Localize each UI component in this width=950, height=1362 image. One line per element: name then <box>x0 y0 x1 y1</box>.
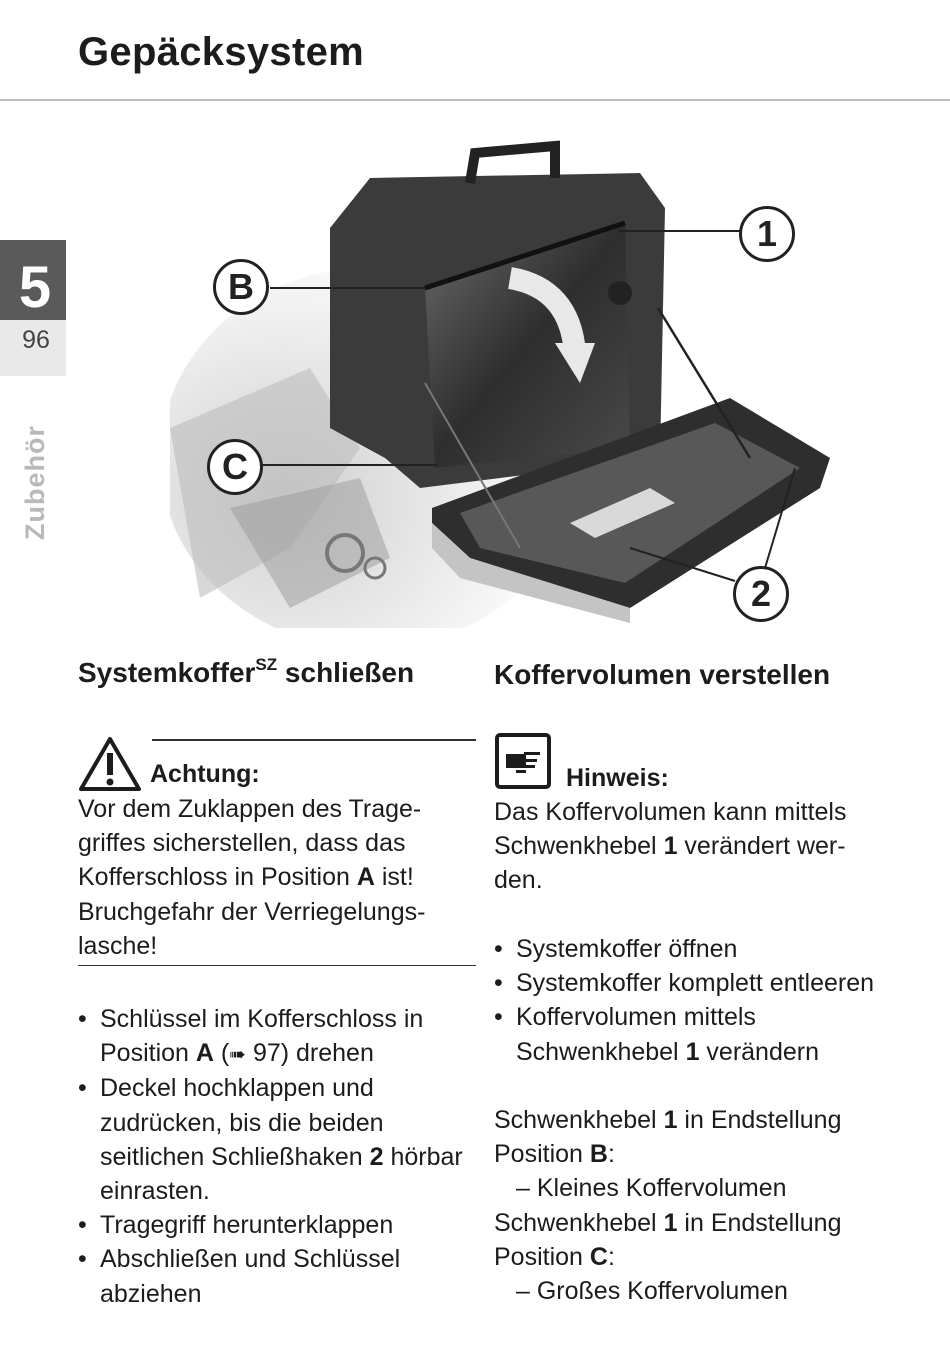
list-item: • Schlüssel im Kofferschloss in Position A (➠ 97) drehen <box>78 1002 478 1071</box>
note-header <box>494 732 894 794</box>
chapter-tab <box>0 240 66 376</box>
position-c-label: Position C: <box>494 1242 615 1271</box>
heading-text-rest: schließen <box>277 657 415 688</box>
callout-b: B <box>213 259 269 315</box>
warning-icon <box>78 735 142 793</box>
note-label: Hinweis: <box>566 764 669 792</box>
large-volume-result: – Großes Koffervolumen <box>516 1277 788 1306</box>
chapter-number: 5 <box>18 255 52 320</box>
title-divider <box>0 99 950 101</box>
warning-bottom-rule <box>78 965 476 966</box>
section-heading-close <box>78 655 414 689</box>
callout-1: 1 <box>739 206 795 262</box>
warning-line: Bruchgefahr der Verriegelungs- <box>78 897 426 926</box>
warning-header <box>78 735 476 797</box>
warning-label: Achtung: <box>150 760 260 788</box>
small-volume-result: – Kleines Koffervolumen <box>516 1174 787 1203</box>
list-item: • Tragegriff herunterklappen <box>78 1208 478 1242</box>
section-label: Zubehör <box>20 425 50 540</box>
callout-c: C <box>207 439 263 495</box>
warning-line: ist! <box>374 863 414 892</box>
warning-line: lasche! <box>78 931 158 960</box>
case-illustration <box>170 128 870 628</box>
list-item: • Systemkoffer komplett entleeren <box>494 966 894 1000</box>
list-item: • Deckel hochklappen und zudrücken, bis die beiden seitlichen Schließhaken 2 hörbar einrasten. <box>78 1071 478 1208</box>
position-b-label: Position B: <box>494 1140 615 1169</box>
warning-line: Vor dem Zuklappen des Trage- <box>78 795 422 823</box>
volume-steps-list <box>494 932 894 1069</box>
list-item: • Systemkoffer öffnen <box>494 932 894 966</box>
warning-line: griffes sicherstellen, dass das <box>78 829 406 858</box>
position-b-line: Schwenkhebel 1 in Endstellung <box>494 1106 842 1134</box>
list-item: • Abschließen und Schlüssel abziehen <box>78 1242 478 1310</box>
page-number: 96 <box>22 326 50 354</box>
page-ref-arrow-icon: ➠ <box>229 1042 246 1067</box>
note-text: Das Koffervolumen kann mittels Schwenkhebel 1 verändert wer-den. <box>494 798 847 895</box>
close-steps-list <box>78 1002 478 1311</box>
note-hand-icon <box>494 732 552 790</box>
callout-2: 2 <box>733 566 789 622</box>
warning-rule <box>152 739 476 741</box>
section-heading-volume: Koffervolumen verstellen <box>494 659 831 690</box>
callout-leaders <box>170 128 870 628</box>
heading-superscript: SZ <box>255 655 278 674</box>
warning-text <box>78 792 476 963</box>
position-ref: A <box>356 863 375 892</box>
position-c-line: Schwenkhebel 1 in Endstellung <box>494 1208 842 1237</box>
warning-line: Kofferschloss in Position <box>78 863 357 892</box>
page-title: Gepäcksystem <box>78 30 365 74</box>
heading-text: Systemkoffer <box>78 657 256 688</box>
lever-positions <box>494 1103 894 1308</box>
list-item: • Koffervolumen mittels Schwenkhebel 1 verändern <box>494 1000 894 1068</box>
